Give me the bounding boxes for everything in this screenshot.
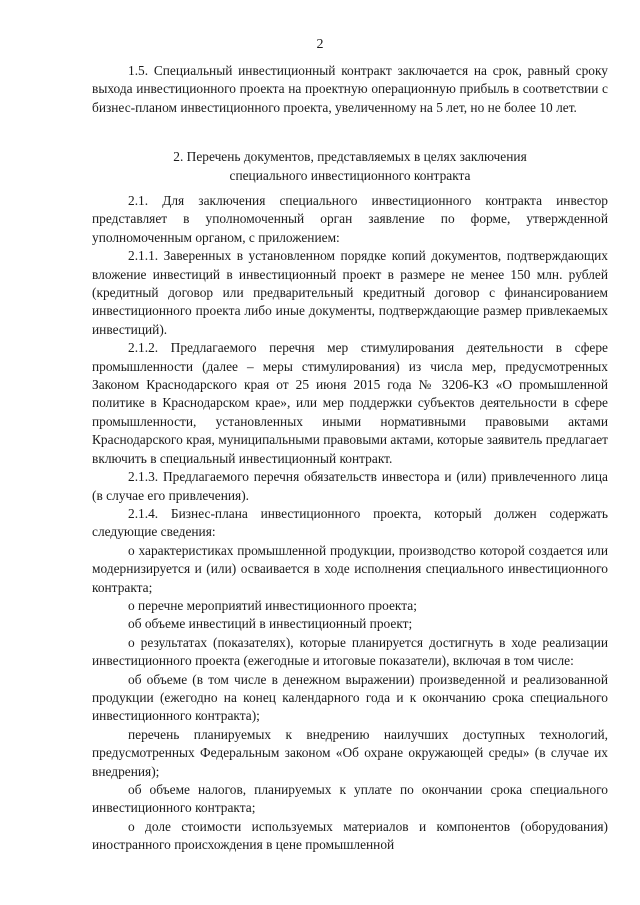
list-item: об объеме инвестиций в инвестиционный проект; bbox=[128, 616, 413, 632]
sub-list-item: об объеме налогов, планируемых к уплате по окончании срока специального инвестиционного контракта; bbox=[92, 782, 608, 816]
clause-2-1-1: 2.1.1. Заверенных в установленном порядке копий документов, подтверждающих вложение инвестиций в инвестиционный проект в размере не менее 150 млн. рублей (кредитный договор или предварительный кредитный договор с финансированием инвестиционного проекта либо иные документы, подтверждающие размер привлекаемых инвестиций). bbox=[92, 248, 608, 337]
clause-2-1: 2.1. Для заключения специального инвестиционного контракта инвестор представляет в уполномоченный орган заявление по форме, утвержденной уполномоченным органом, с приложением: bbox=[92, 193, 608, 245]
clause-2-1-2: 2.1.2. Предлагаемого перечня мер стимулирования деятельности в сфере промышленности (далее – меры стимулирования) из числа мер, предусмотренных Законом Краснодарского края от 25 июня 2015 года № 3206-КЗ «О промышленной политике в Краснодарском крае», или мер поддержки субъектов деятельности в сфере промышленности, установленных иными нормативными правовыми актами Краснодарского края, муниципальными правовыми актами, которые заявитель предлагает включить в специальный инвестиционный контракт. bbox=[92, 340, 608, 466]
list-item: о результатах (показателях), которые планируется достигнуть в ходе реализации инвестиционного проекта (ежегодные и итоговые показатели), включая в том числе: bbox=[92, 634, 608, 669]
clause-2-1-3: 2.1.3. Предлагаемого перечня обязательств инвестора и (или) привлеченного лица (в случае его привлечения). bbox=[92, 469, 608, 503]
section-heading-line-2: специального инвестиционного контракта bbox=[229, 168, 471, 183]
section-2-body bbox=[92, 192, 608, 855]
clause-2-1-4: 2.1.4. Бизнес-плана инвестиционного проекта, который должен содержать следующие сведения: bbox=[92, 505, 608, 540]
list-item: о перечне мероприятий инвестиционного проекта; bbox=[128, 597, 417, 613]
clause-1-5 bbox=[92, 62, 608, 117]
page-number: 2 bbox=[316, 37, 324, 52]
sub-list-item: об объеме (в том числе в денежном выражении) произведенной и реализованной продукции (ежегодно на конец календарного года и к окончанию срока специального инвестиционного контракта); bbox=[92, 671, 608, 724]
section-heading-line-1: 2. Перечень документов, представляемых в целях заключения bbox=[173, 149, 527, 164]
paragraph: 1.5. Специальный инвестиционный контракт заключается на срок, равный сроку выхода инвестиционного проекта на проектную операционную прибыль в соответствии с бизнес-планом инвестиционного проекта, увеличенному на 5 лет, но не более 10 лет. bbox=[92, 63, 608, 115]
list-item: о характеристиках промышленной продукции, производство которой создается или модернизируется и (или) осваивается в ходе исполнения специального инвестиционного контракта; bbox=[92, 542, 608, 595]
sub-list-item: перечень планируемых к внедрению наилучших доступных технологий, предусмотренных Федеральным законом «Об охране окружающей среды» (в случае их внедрения); bbox=[92, 726, 608, 779]
list-item: о доле стоимости используемых материалов и компонентов (оборудования) иностранного происхождения в цене промышленной bbox=[92, 818, 608, 853]
